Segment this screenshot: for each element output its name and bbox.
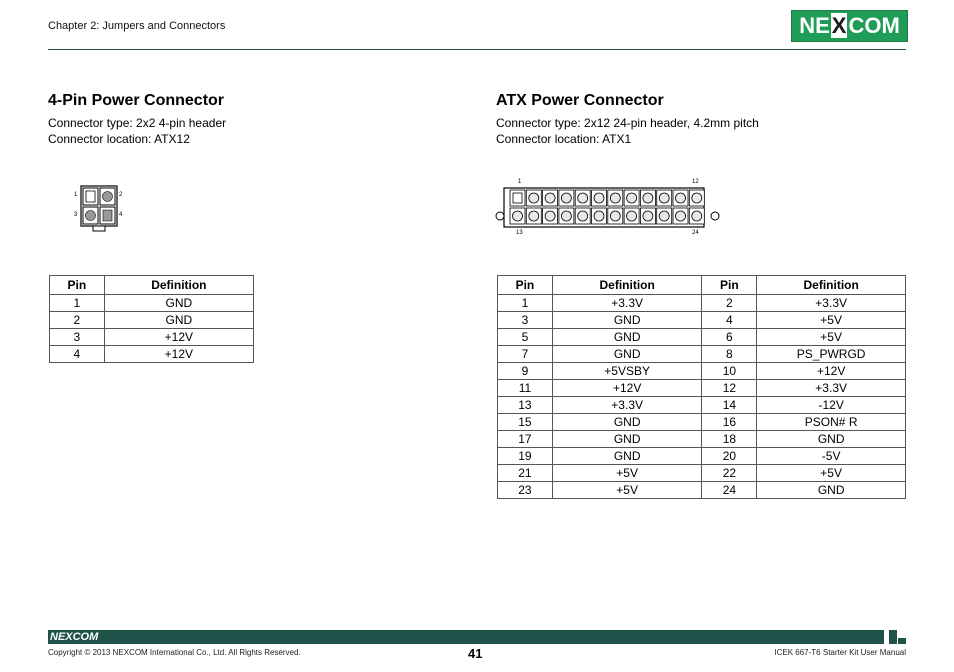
definition-cell: -5V	[757, 448, 906, 465]
definition-cell: +12V	[104, 329, 253, 346]
pin	[513, 193, 522, 203]
pin-cell: 16	[702, 414, 757, 431]
table-row	[498, 363, 906, 380]
table-row	[498, 431, 906, 448]
connector-location-atx: Connector location: ATX1	[496, 132, 632, 146]
footer-logo: NEXCOM	[50, 631, 99, 643]
pin-label: 3	[74, 212, 78, 218]
pin-cell: 8	[702, 346, 757, 363]
connector-type-4pin: Connector type: 2x2 4-pin header	[48, 116, 227, 130]
pin-cell: 3	[50, 329, 105, 346]
definition-cell: -12V	[757, 397, 906, 414]
footer-decoration	[889, 638, 897, 644]
pin	[561, 211, 571, 221]
pin-cell: 17	[498, 431, 553, 448]
footer-decoration	[889, 630, 897, 638]
definition-cell: +5V	[757, 312, 906, 329]
definition-cell: +5V	[757, 329, 906, 346]
definition-cell: GND	[104, 295, 253, 312]
four-pin-diagram	[70, 180, 130, 235]
pin	[692, 193, 702, 203]
pin-cell: 3	[498, 312, 553, 329]
pin-cell: 21	[498, 465, 553, 482]
pin-table-atx	[497, 275, 906, 499]
pin-label: 13	[516, 230, 523, 236]
pin-cell: 2	[50, 312, 105, 329]
table-row	[50, 295, 254, 312]
pin	[627, 211, 637, 221]
pin-cell: 7	[498, 346, 553, 363]
section-title-atx: ATX Power Connector	[496, 92, 664, 109]
table-row	[50, 346, 254, 363]
definition-cell: GND	[552, 329, 702, 346]
pin	[659, 211, 669, 221]
section-title-4pin: 4-Pin Power Connector	[48, 92, 225, 109]
definition-cell: PS_PWRGD	[757, 346, 906, 363]
pin-cell: 6	[702, 329, 757, 346]
pin	[692, 211, 702, 221]
pin-cell: 4	[702, 312, 757, 329]
table-row	[498, 346, 906, 363]
definition-cell: GND	[552, 414, 702, 431]
pin-label: 24	[692, 230, 699, 236]
pin	[659, 193, 669, 203]
table-row	[498, 295, 906, 312]
nexcom-logo	[791, 10, 908, 42]
definition-cell: +12V	[757, 363, 906, 380]
table-header-row	[50, 276, 254, 295]
definition-cell: GND	[757, 431, 906, 448]
pin	[643, 193, 653, 203]
pin-label: 1	[74, 192, 78, 198]
column-header: Pin	[702, 276, 757, 295]
logo-text-ne: NE	[799, 13, 830, 38]
pin	[610, 211, 620, 221]
pin-cell: 20	[702, 448, 757, 465]
table-row	[498, 312, 906, 329]
manual-title: ICEK 667-T6 Starter Kit User Manual	[774, 648, 906, 657]
definition-cell: GND	[757, 482, 906, 499]
pin	[529, 211, 539, 221]
pin	[676, 211, 686, 221]
table-row	[498, 465, 906, 482]
definition-cell: +3.3V	[552, 295, 702, 312]
table-row	[498, 414, 906, 431]
connector-type-atx: Connector type: 2x12 24-pin header, 4.2mm pitch	[496, 116, 759, 130]
pin-cell: 1	[498, 295, 553, 312]
pin	[627, 193, 637, 203]
pin	[578, 193, 588, 203]
table-row	[498, 329, 906, 346]
column-header: Definition	[104, 276, 253, 295]
pin-cell: 22	[702, 465, 757, 482]
pin-cell: 10	[702, 363, 757, 380]
pin-cell: 18	[702, 431, 757, 448]
definition-cell: +5V	[552, 482, 702, 499]
pin	[513, 211, 523, 221]
definition-cell: +12V	[552, 380, 702, 397]
definition-cell: GND	[552, 431, 702, 448]
connector-location-4pin: Connector location: ATX12	[48, 132, 190, 146]
definition-cell: +12V	[104, 346, 253, 363]
chapter-title: Chapter 2: Jumpers and Connectors	[48, 20, 226, 32]
footer-bar	[48, 630, 884, 644]
definition-cell: +5V	[757, 465, 906, 482]
pin-cell: 9	[498, 363, 553, 380]
pin-cell: 14	[702, 397, 757, 414]
pin-cell: 11	[498, 380, 553, 397]
pin	[578, 211, 588, 221]
pin-cell: 5	[498, 329, 553, 346]
pin	[594, 211, 604, 221]
pin-label: 2	[119, 192, 123, 198]
column-header: Definition	[552, 276, 702, 295]
definition-cell: +3.3V	[552, 397, 702, 414]
table-row	[50, 312, 254, 329]
pin	[561, 193, 571, 203]
column-header: Definition	[757, 276, 906, 295]
pin-cell: 1	[50, 295, 105, 312]
definition-cell: GND	[104, 312, 253, 329]
definition-cell: GND	[552, 312, 702, 329]
definition-cell: GND	[552, 346, 702, 363]
definition-cell: +5V	[552, 465, 702, 482]
pin-label: 1	[518, 179, 522, 185]
pin-cell: 12	[702, 380, 757, 397]
pin-cell: 15	[498, 414, 553, 431]
logo-text-x: X	[831, 13, 847, 38]
footer-decoration	[898, 638, 906, 644]
column-header: Pin	[50, 276, 105, 295]
table-row	[498, 482, 906, 499]
pin-label: 4	[119, 212, 123, 218]
pin-cell: 24	[702, 482, 757, 499]
definition-cell: +3.3V	[757, 295, 906, 312]
pin	[545, 211, 555, 221]
table-row	[498, 397, 906, 414]
pin-cell: 2	[702, 295, 757, 312]
definition-cell: PSON# R	[757, 414, 906, 431]
pin	[610, 193, 620, 203]
pin-cell: 13	[498, 397, 553, 414]
pin	[529, 193, 539, 203]
logo-text-com: COM	[848, 13, 900, 38]
pin-label: 12	[692, 179, 699, 185]
atx-connector-diagram	[494, 186, 724, 230]
definition-cell: GND	[552, 448, 702, 465]
pin	[676, 193, 686, 203]
table-row	[50, 329, 254, 346]
page-number: 41	[468, 646, 483, 661]
pin-table-4pin	[49, 275, 254, 363]
definition-cell: +5VSBY	[552, 363, 702, 380]
column-header: Pin	[498, 276, 553, 295]
definition-cell: +3.3V	[757, 380, 906, 397]
pin	[594, 193, 604, 203]
table-header-row	[498, 276, 906, 295]
pin	[545, 193, 555, 203]
table-row	[498, 380, 906, 397]
copyright-text: Copyright © 2013 NEXCOM International Co., Ltd. All Rights Reserved.	[48, 648, 301, 657]
header-divider	[48, 49, 906, 50]
pin-cell: 4	[50, 346, 105, 363]
pin	[643, 211, 653, 221]
pin-cell: 23	[498, 482, 553, 499]
table-row	[498, 448, 906, 465]
pin-cell: 19	[498, 448, 553, 465]
